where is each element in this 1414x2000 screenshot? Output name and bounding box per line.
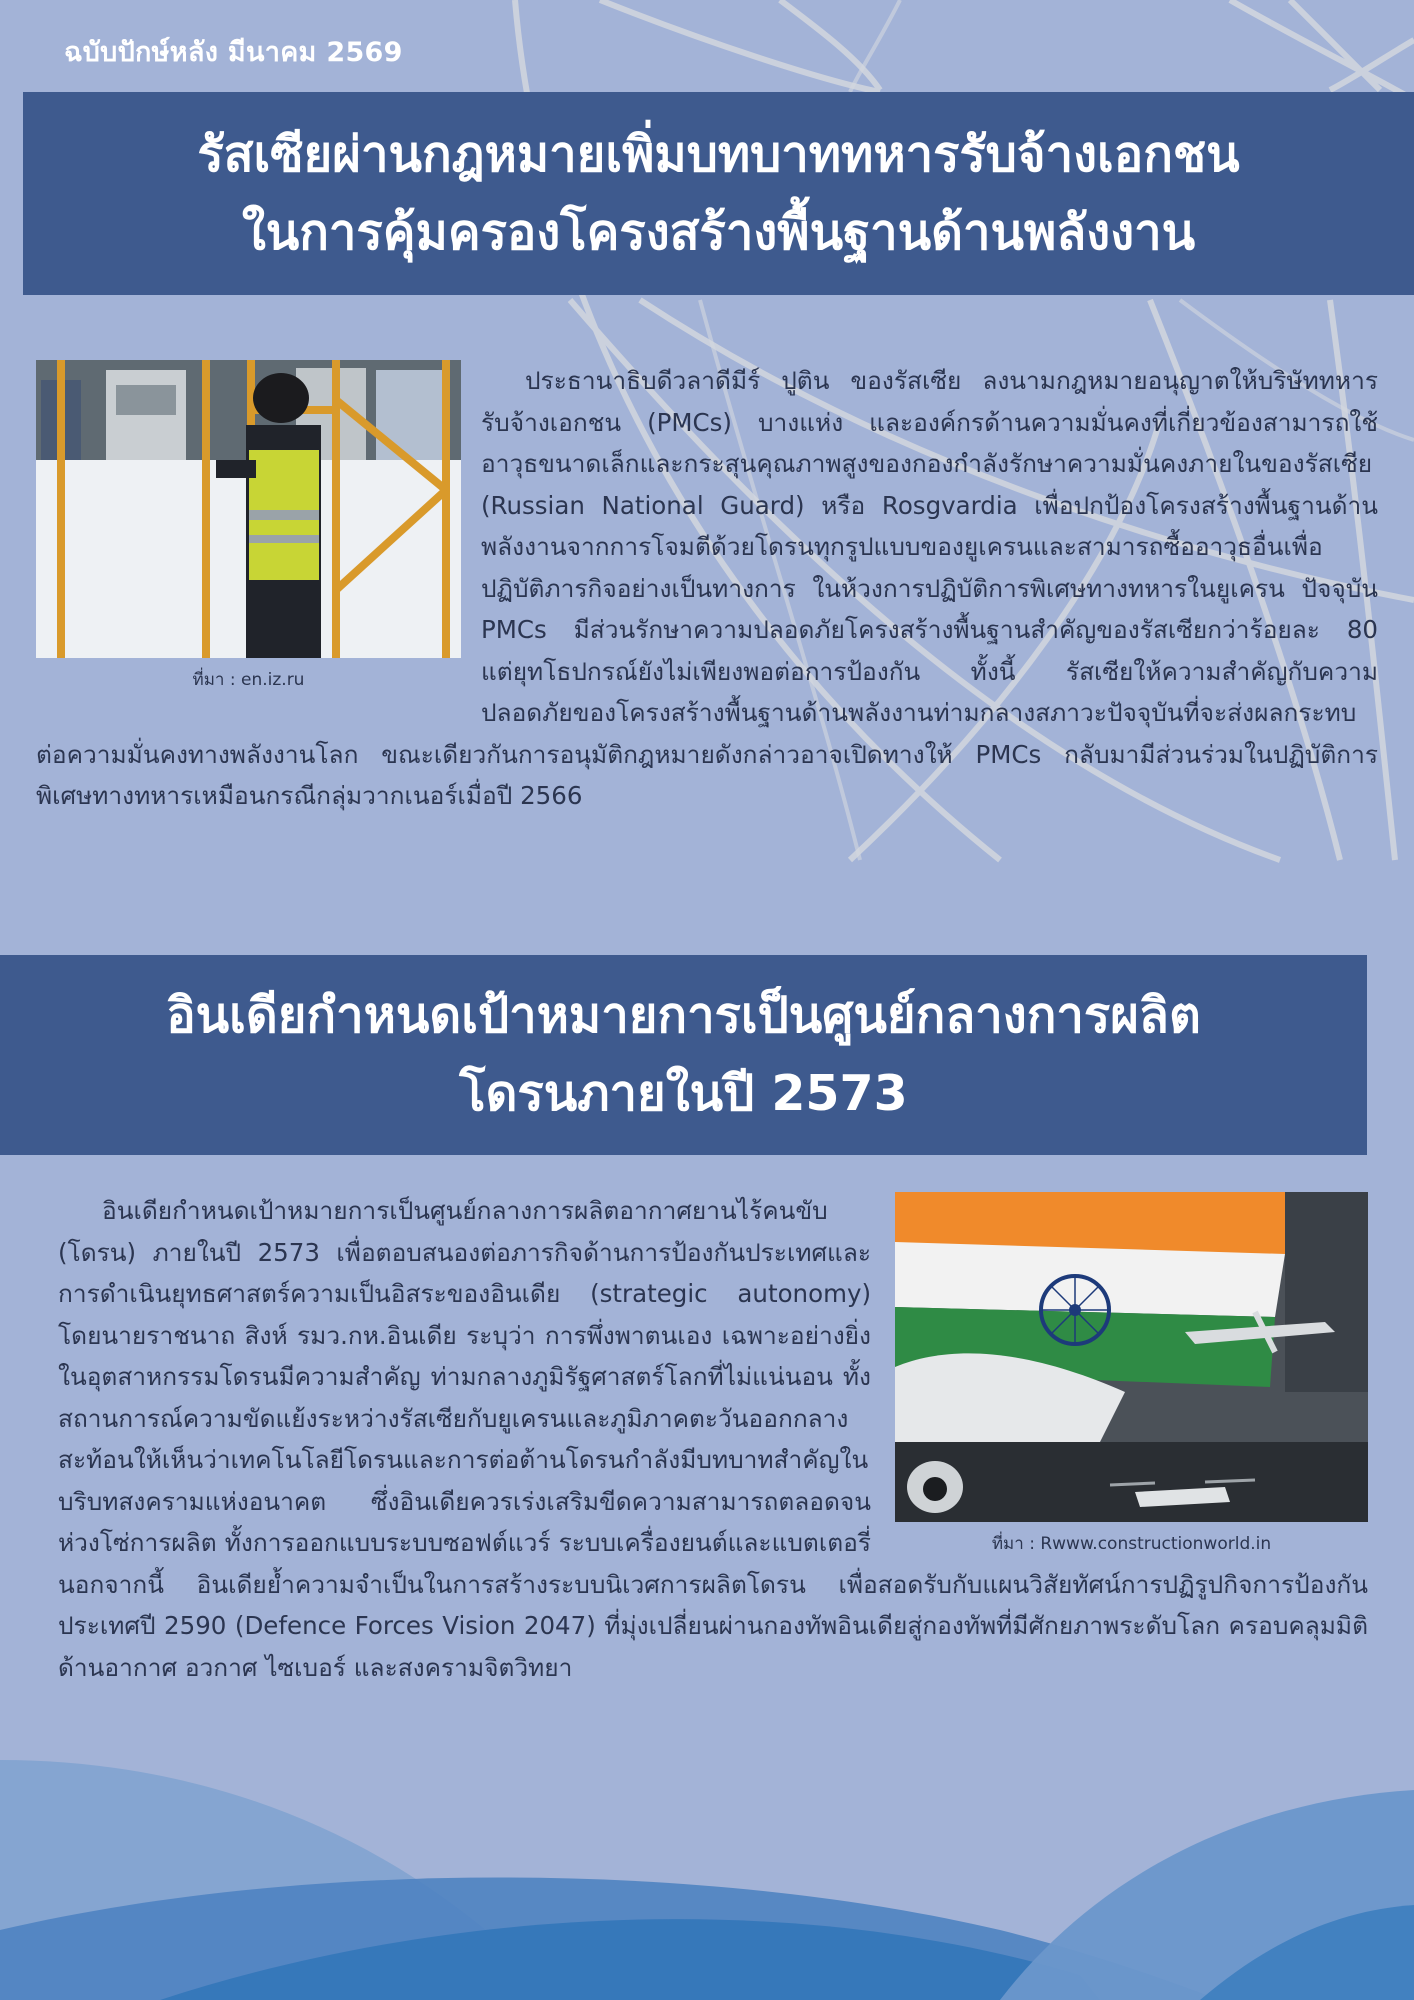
article2-figure [895, 1192, 1368, 1556]
article1-figure [36, 360, 461, 692]
issue-label: ฉบับปักษ์หลัง มีนาคม 2569 [64, 37, 403, 68]
article2-image-caption: ที่มา : Rwww.constructionworld.in [991, 1534, 1272, 1554]
article2-title-banner [0, 955, 1367, 1155]
article2-title-line1: อินเดียกำหนดเป้าหมายการเป็นศูนย์กลางการผลิต [166, 987, 1201, 1044]
article1-body-text: ประธานาธิบดีวลาดีมีร์ ปูติน ของรัสเซีย ลงนามกฎหมายอนุญาตให้บริษัททหารรับจ้างเอกชน (PMCs) บางแห่ง และองค์กรด้านความมั่นคงที่เกี่ยวข้องสามารถใช้อาวุธขนาดเล็กและกระสุนคุณภาพสูงของกองกำลังรักษาความมั่นคงภายในของรัสเซีย (Russian National Guard) หรือ Rosgvardia เพื่อปกป้องโครงสร้างพื้นฐานด้านพลังงานจากการโจมตีด้วยโดรนทุกรูปแบบของยูเครนและสามารถซื้ออาวุธอื่นเพื่อปฏิบัติภารกิจอย่างเป็นทางการ ในห้วงการปฏิบัติการพิเศษทางทหารในยูเครน ปัจจุบัน PMCs มีส่วนรักษาความปลอดภัยโครงสร้างพื้นฐานสำคัญของรัสเซียกว่าร้อยละ 80 แต่ยุทโธปกรณ์ยังไม่เพียงพอต่อการป้องกัน ทั้งนี้ รัสเซียให้ความสำคัญกับความปลอดภัยของโครงสร้างพื้นฐานด้านพลังงานท่ามกลางสภาวะปัจจุบันที่จะส่งผลกระทบต่อความมั่นคงทางพลังงานโลก ขณะเดียวกันการอนุมัติกฎหมายดังกล่าวอาจเปิดทางให้ PMCs กลับมามีส่วนร่วมในปฏิบัติการพิเศษทางทหารเหมือนกรณีกลุ่มวากเนอร์เมื่อปี 2566 [36, 366, 1378, 810]
article2-title-line2: โดรนภายในปี 2573 [459, 1065, 908, 1122]
article1-title [197, 116, 1239, 272]
article1-image-caption: ที่มา : en.iz.ru [192, 670, 305, 690]
article1-title-banner [23, 92, 1414, 295]
article1-title-line2: ในการคุ้มครองโครงสร้างพื้นฐานด้านพลังงาน [241, 203, 1196, 261]
india-flag-drones-photo [895, 1192, 1368, 1522]
worker-at-gate-photo [36, 360, 461, 658]
article2 [58, 1190, 1368, 1688]
article1 [36, 360, 1378, 817]
article1-title-line1: รัสเซียผ่านกฎหมายเพิ่มบทบาททหารรับจ้างเอกชน [197, 125, 1240, 183]
article2-title [166, 977, 1201, 1133]
article2-body-text: อินเดียกำหนดเป้าหมายการเป็นศูนย์กลางการผลิตอากาศยานไร้คนขับ (โดรน) ภายในปี 2573 เพื่อตอบสนองต่อภารกิจด้านการป้องกันประเทศและการดำเนินยุทธศาสตร์ความเป็นอิสระของอินเดีย (strategic autonomy) โดยนายราชนาถ สิงห์ รมว.กห.อินเดีย ระบุว่า การพึ่งพาตนเอง เฉพาะอย่างยิ่งในอุตสาหกรรมโดรนมีความสำคัญ ท่ามกลางภูมิรัฐศาสตร์โลกที่ไม่แน่นอน ทั้งสถานการณ์ความขัดแย้งระหว่างรัสเซียกับยูเครนและภูมิภาคตะวันออกกลาง สะท้อนให้เห็นว่าเทคโนโลยีโดรนและการต่อต้านโดรนกำลังมีบทบาทสำคัญในบริบทสงครามแห่งอนาคต ซึ่งอินเดียควรเร่งเสริมขีดความสามารถตลอดจนห่วงโซ่การผลิต ทั้งการออกแบบระบบซอฟต์แวร์ ระบบเครื่องยนต์และแบตเตอรี่ นอกจากนี้ อินเดียย้ำความจำเป็นในการสร้างระบบนิเวศการผลิตโดรน เพื่อสอดรับกับแผนวิสัยทัศน์การปฏิรูปกิจการป้องกันประเทศปี 2590 (Defence Forces Vision 2047) ที่มุ่งเปลี่ยนผ่านกองทัพอินเดียสู่กองทัพที่มีศักยภาพระดับโลก ครอบคลุมมิติด้านอากาศ อวกาศ ไซเบอร์ และสงครามจิตวิทยา [58, 1196, 1368, 1682]
